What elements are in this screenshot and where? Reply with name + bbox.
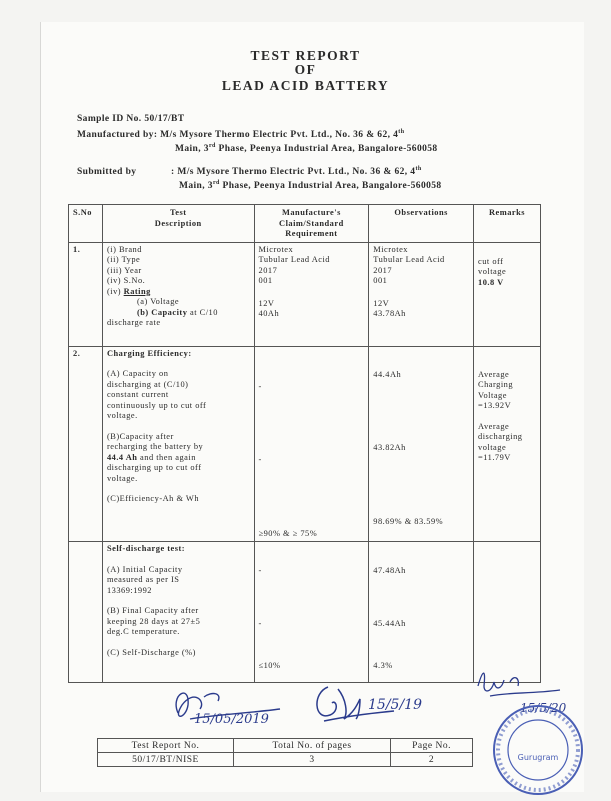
row2-remarks2-4: =11.79V: [478, 453, 511, 462]
row2-a-line3: constant current: [106, 390, 169, 399]
header-test-2: Description: [154, 218, 202, 228]
row1-desc-type: (ii) Type: [106, 255, 141, 264]
test-results-table: [68, 204, 541, 683]
footer-total-pages: 3: [234, 753, 391, 767]
row2-remarks1-1: Average: [478, 369, 510, 379]
header-test-1: Test: [169, 208, 187, 217]
report-title: TEST REPORT: [250, 48, 361, 63]
row1-rating-label: Rating: [123, 286, 151, 296]
row2-b-line2: recharging the battery by: [106, 442, 204, 451]
row2-a-line5: voltage.: [106, 411, 138, 420]
manufacturer-address: M/s Mysore Thermo Electric Pvt. Ltd., No. 36 & 62, 4: [160, 130, 399, 141]
row1-desc-sno: (iv) S.No.: [106, 276, 146, 285]
row1-claim-brand: Microtex: [258, 244, 294, 254]
manufacturer-line1: [77, 129, 404, 140]
row3-c-claim: ≤10%: [258, 661, 281, 670]
row2-remarks: [474, 346, 541, 542]
row1-capacity-bold: (b) Capacity: [136, 307, 188, 317]
row3-b-line2: keeping 28 days at 27±5: [106, 616, 201, 626]
row3-obs-spacer1: [373, 544, 469, 566]
row1-desc: [102, 242, 254, 346]
row2-b-line4: discharging up to cut off: [106, 463, 202, 472]
row2-b-line1: (B)Capacity after: [106, 431, 174, 441]
row1-remarks-value: 10.8 V: [478, 277, 504, 287]
row2-a-obs: 44.4Ah: [373, 369, 402, 379]
row1-obs-year: 2017: [373, 265, 393, 275]
table-header-row: [69, 205, 541, 243]
row2-c-label: (C)Efficiency-Ah & Wh: [106, 494, 200, 503]
row1-voltage-label: (a) Voltage: [136, 297, 180, 306]
seal-inner: [508, 720, 568, 780]
row1-remarks-1: cut off: [478, 256, 504, 266]
submitter-line2sup: rd: [212, 180, 220, 186]
row2-obs-spacer3: [373, 454, 469, 517]
footer-page-no: 2: [391, 753, 473, 767]
row1-claim-sno: 001: [258, 276, 273, 285]
submitter-line2: [179, 180, 442, 191]
row3-b-line1: (B) Final Capacity after: [106, 606, 199, 615]
submitter-line2b: Phase, Peenya Industrial Area, Bangalore-560058: [219, 181, 442, 192]
row1-obs-spacer: [373, 287, 469, 299]
header-claim-1: Manufacture's: [281, 208, 341, 217]
signature-2: [310, 675, 460, 730]
submitter-sup: th: [415, 166, 422, 172]
row3-b-line3: deg.C temperature.: [106, 627, 180, 636]
row2-b-line5: voltage.: [106, 473, 138, 483]
seal-ring-text: [498, 710, 578, 790]
seal-text: Gurugram: [517, 753, 559, 762]
footer-report-no: 50/17/BT/NISE: [98, 753, 234, 767]
row1-claim: [254, 242, 369, 346]
row2-gap3: [107, 484, 250, 494]
row2-obs-spacer2: [373, 380, 469, 443]
submitter-address: : M/s Mysore Thermo Electric Pvt. Ltd., No. 36 & 62, 4: [171, 167, 416, 178]
manufacturer-line2sup: rd: [208, 143, 216, 149]
row2-remarks2-1: Average: [478, 421, 510, 431]
row2-b-after: and then again: [137, 452, 196, 462]
row2-remarks2-2: discharging: [478, 432, 523, 441]
header-claim-2: Claim/Standard: [279, 218, 344, 228]
row1-capacity-rate: discharge rate: [106, 318, 161, 327]
signature-3-date: 15/5/20: [520, 701, 567, 715]
row2-remarks1-4: =13.92V: [478, 401, 512, 410]
signature-1-date: 15/05/2019: [194, 712, 269, 727]
submitter-label: Submitted by: [77, 167, 137, 178]
row1-capacity-rest: at C/10: [187, 307, 218, 317]
row2-claim-spacer3: [259, 466, 365, 529]
row1-remarks-2: voltage: [478, 267, 507, 276]
row1-claim-voltage: 12V: [258, 298, 275, 308]
row1-capacity-label: [107, 308, 250, 319]
manufacturer-label: Manufactured by:: [77, 130, 158, 141]
row1-desc-rating: [107, 287, 250, 298]
row2-a-line1: (A) Capacity on: [106, 369, 169, 378]
row1-obs-voltage: 12V: [373, 298, 390, 308]
row2-a-line4: continuously up to cut off: [106, 400, 207, 410]
row3-obs: [369, 542, 474, 683]
row3-c-obs: 4.3%: [373, 661, 393, 670]
report-footer-table: [97, 738, 473, 767]
row3-gap2: [107, 596, 250, 606]
row3-obs-spacer3: [373, 629, 469, 661]
row2-a-line2: discharging at (C/10): [106, 379, 189, 389]
row2-remarks1-2: Charging: [478, 380, 514, 389]
row2-claim-spacer1: [259, 349, 365, 382]
row2-gap1: [107, 359, 250, 369]
seal-outer: [494, 706, 582, 794]
signature-1: [160, 675, 290, 730]
row3-title: Self-discharge test:: [106, 544, 186, 553]
report-title-of: OF: [294, 62, 317, 77]
row1-obs-type: Tubular Lead Acid: [373, 255, 445, 264]
row2-b-bold: 44.4 Ah: [106, 452, 138, 462]
row3-a-line1: (A) Initial Capacity: [106, 564, 183, 574]
row3-a-obs: 47.48Ah: [373, 566, 406, 575]
header-claim-3: Requirement: [285, 229, 338, 238]
row2-remarks-gap: [478, 412, 536, 422]
footer-header-total-pages: Total No. of pages: [234, 739, 391, 753]
row3-c-label: (C) Self-Discharge (%): [106, 647, 196, 657]
row3-sno: [69, 542, 103, 683]
header-remarks: Remarks: [474, 205, 541, 243]
manufacturer-line2: [175, 143, 438, 154]
row2-c-claim: ≥90% & ≥ 75%: [258, 528, 318, 538]
sample-id: [77, 114, 185, 124]
report-subtitle: LEAD ACID BATTERY: [221, 78, 390, 93]
row3-claim-spacer1: [259, 544, 365, 566]
manufacturer-sup: th: [398, 129, 405, 135]
row3-claim-spacer3: [259, 629, 365, 661]
table-row: [69, 242, 541, 346]
footer-header-row: [98, 739, 473, 753]
footer-header-report-no: Test Report No.: [98, 739, 234, 753]
signature-2-date: 15/5/19: [368, 697, 422, 713]
row2-b-line3: [107, 453, 250, 464]
row3-a-line3: 13369:1992: [106, 585, 152, 595]
manufacturer-line2b: Phase, Peenya Industrial Area, Bangalore-560058: [215, 144, 438, 155]
row2-remarks2-3: voltage: [478, 442, 507, 452]
header-test: [102, 205, 254, 243]
row3-a-claim: -: [258, 566, 262, 575]
row3-gap3: [107, 638, 250, 648]
signature-3-and-seal: [470, 662, 590, 797]
row2-title: Charging Efficiency:: [106, 348, 192, 358]
row2-sno: 2.: [69, 346, 103, 542]
submitter-line2a: Main, 3: [179, 181, 213, 192]
row1-obs: [369, 242, 474, 346]
row3-a-line2: measured as per IS: [106, 575, 180, 584]
header-observations: Observations: [369, 205, 474, 243]
row2-b-obs: 43.82Ah: [373, 443, 406, 452]
row2-remarks1-3: Voltage: [478, 390, 507, 400]
row3-b-claim: -: [258, 618, 262, 628]
sample-id-label: Sample ID No.: [77, 114, 142, 124]
row1-claim-type: Tubular Lead Acid: [258, 255, 330, 264]
row1-obs-sno: 001: [373, 276, 388, 285]
row1-claim-capacity: 40Ah: [258, 309, 280, 318]
row1-claim-year: 2017: [258, 265, 278, 275]
row1-desc-rating-prefix: (iv): [106, 286, 124, 296]
footer-value-row: [98, 753, 473, 767]
table-row: [69, 346, 541, 542]
row3-claim: [254, 542, 369, 683]
row1-desc-brand: (i) Brand: [106, 244, 142, 254]
row2-obs: [369, 346, 474, 542]
row3-claim-spacer2: [259, 577, 365, 619]
sample-id-value: 50/17/BT: [144, 114, 185, 124]
header-sno: S.No: [69, 205, 103, 243]
row3-desc: [102, 542, 254, 683]
row3-b-obs: 45.44Ah: [373, 618, 406, 628]
row1-remarks: [474, 242, 541, 346]
row1-obs-capacity: 43.78Ah: [373, 309, 406, 318]
row2-gap2: [107, 422, 250, 432]
footer-header-page-no: Page No.: [391, 739, 473, 753]
row1-sno: 1.: [69, 242, 103, 346]
row1-claim-spacer: [259, 287, 365, 299]
row2-obs-spacer1: [373, 349, 469, 370]
row2-a-claim: -: [258, 381, 262, 391]
row1-obs-brand: Microtex: [373, 244, 408, 254]
manufacturer-line2a: Main, 3: [175, 144, 209, 155]
row2-b-claim: -: [258, 455, 262, 464]
row2-c-obs: 98.69% & 83.59%: [373, 516, 444, 526]
signature-3-stroke: [478, 673, 560, 696]
row3-gap1: [107, 555, 250, 565]
submitter-line1: [77, 166, 422, 177]
row2-claim-spacer2: [259, 392, 365, 455]
row1-remarks-spacer: [478, 245, 536, 257]
row2-remarks-spacer1: [478, 349, 536, 370]
row2-claim: [254, 346, 369, 542]
row3-obs-spacer2: [373, 577, 469, 619]
row2-desc: [102, 346, 254, 542]
row1-desc-year: (iii) Year: [106, 265, 142, 275]
header-claim: [254, 205, 369, 243]
